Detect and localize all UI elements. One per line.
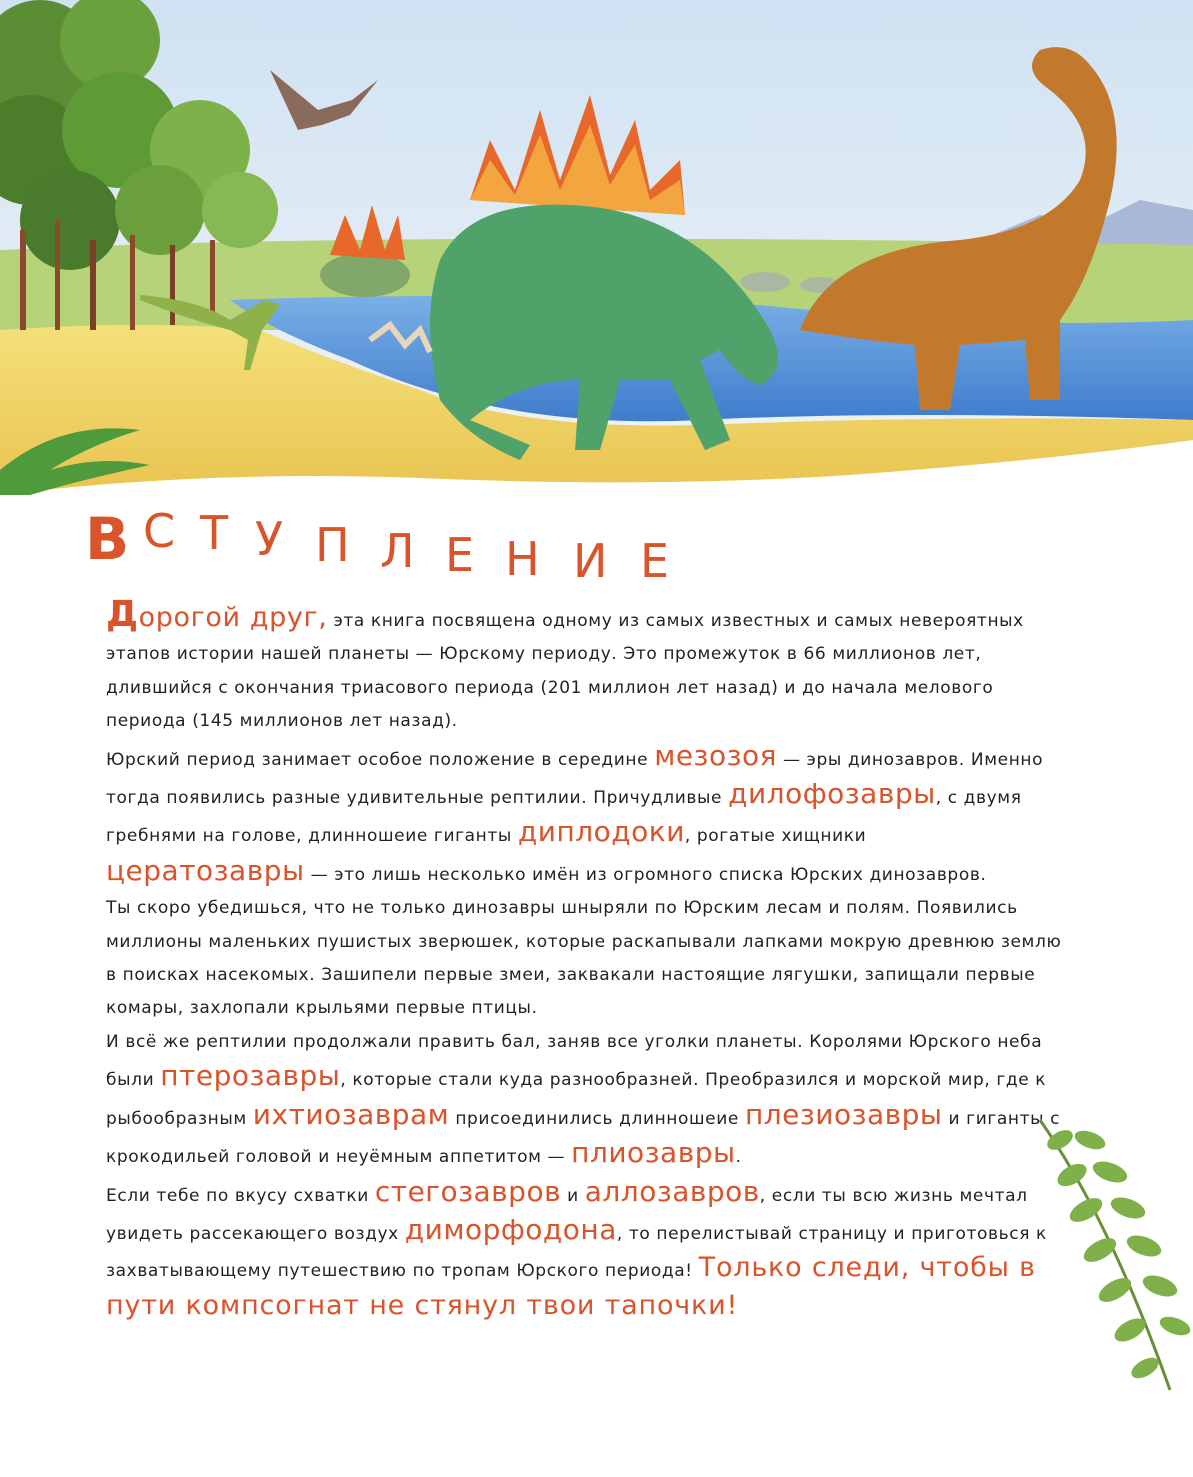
paragraph-text: , если ты всю жизнь мечтал увидеть рассекающего воздух bbox=[106, 1185, 1028, 1244]
title-letter: Е bbox=[445, 528, 475, 582]
drop-cap: Д bbox=[106, 594, 139, 635]
paragraph-text: . bbox=[735, 1147, 742, 1168]
paragraph-text: присоединились длинношеие bbox=[449, 1108, 745, 1129]
highlight-term: дилофозавры bbox=[728, 777, 936, 811]
lead-in: орогой друг, bbox=[138, 602, 328, 633]
paragraph-text: и гиганты с крокодильей головой и неуёмным аппетитом — bbox=[106, 1108, 1061, 1168]
paragraph-text: , то перелистывай страницу и приготовься к захватывающему путешествию по тропам Юрского периода! bbox=[106, 1223, 1047, 1282]
highlight-term: диплодоки bbox=[517, 815, 685, 849]
highlight-term: аллозавров bbox=[584, 1174, 760, 1208]
page-title bbox=[85, 480, 785, 590]
paragraph-text: и bbox=[561, 1185, 585, 1206]
title-letter: С bbox=[143, 504, 176, 558]
jurassic-scene-illustration bbox=[0, 0, 1193, 520]
title-letter: Л bbox=[380, 524, 415, 578]
paragraph-text: Если тебе по вкусу схватки bbox=[106, 1185, 375, 1206]
highlight-term: птерозавры bbox=[160, 1059, 341, 1093]
highlight-term: стегозавров bbox=[374, 1174, 562, 1208]
highlight-term: ихтиозаврам bbox=[252, 1097, 450, 1131]
paragraph-text: , с двумя гребнями на голове, длинношеие гиганты bbox=[106, 788, 1022, 847]
title-letter: Т bbox=[200, 506, 229, 560]
paragraph-text: Ты скоро убедишься, что не только динозавры шныряли по Юрским лесам и полям. Появились миллионы маленьких пушистых зверюшек, которые раскапывали лапками мокрую древнюю землю в поисках насекомых. Зашипели первые змеи, заквакали настоящие лягушки, запищали первые комары, захлопали крыльями первые птицы. bbox=[106, 898, 1062, 1019]
fern-right bbox=[1020, 1100, 1193, 1400]
title-letter: Е bbox=[640, 534, 670, 588]
highlight-term: плиозавры bbox=[571, 1136, 736, 1170]
title-letter: Н bbox=[505, 532, 540, 586]
title-letter: В bbox=[85, 505, 130, 573]
intro-text bbox=[106, 594, 1066, 1326]
paragraph-text: , которые стали куда разнообразней. Преобразился и морской мир, где к рыбообразным bbox=[106, 1070, 1047, 1129]
closing-line: Только следи, чтобы в пути компсогнат не стянул твои тапочки! bbox=[106, 1252, 1036, 1321]
paragraph-text: Юрский период занимает особое положение в середине bbox=[106, 749, 655, 770]
title-letter: У bbox=[255, 512, 284, 566]
paragraph-text: — это лишь несколько имён из огромного списка Юрских динозавров. bbox=[304, 864, 987, 885]
paragraph-1 bbox=[106, 594, 1066, 739]
paragraph-text: — эры динозавров. Именно тогда появились разные удивительные рептилии. Причудливые bbox=[106, 749, 1044, 809]
highlight-term: плезиозавры bbox=[744, 1097, 943, 1131]
paragraph-text: , рогатые хищники bbox=[684, 826, 867, 847]
highlight-term: цератозавры bbox=[106, 853, 305, 887]
paragraph-3 bbox=[106, 892, 1066, 1026]
paragraph-text: эта книга посвящена одному из самых известных и самых невероятных этапов истории нашей планеты — Юрскому периоду. Это промежуток в 66 миллионов лет, длившийся с окончания триасового периода (201 миллион лет назад) и до начала мелового периода (145 миллионов лет назад). bbox=[106, 611, 1024, 732]
forest bbox=[0, 0, 278, 330]
paragraph-4 bbox=[106, 1026, 1066, 1175]
title-letter: И bbox=[573, 534, 608, 588]
paragraph-text: И всё же рептилии продолжали править бал, заняв все уголки планеты. Королями Юрского неба были bbox=[106, 1031, 1043, 1091]
highlight-term: мезозоя bbox=[654, 738, 777, 772]
paragraph-2 bbox=[106, 739, 1066, 893]
title-letter: П bbox=[315, 518, 350, 572]
paragraph-5 bbox=[106, 1175, 1066, 1327]
highlight-term: диморфодона bbox=[404, 1212, 617, 1246]
